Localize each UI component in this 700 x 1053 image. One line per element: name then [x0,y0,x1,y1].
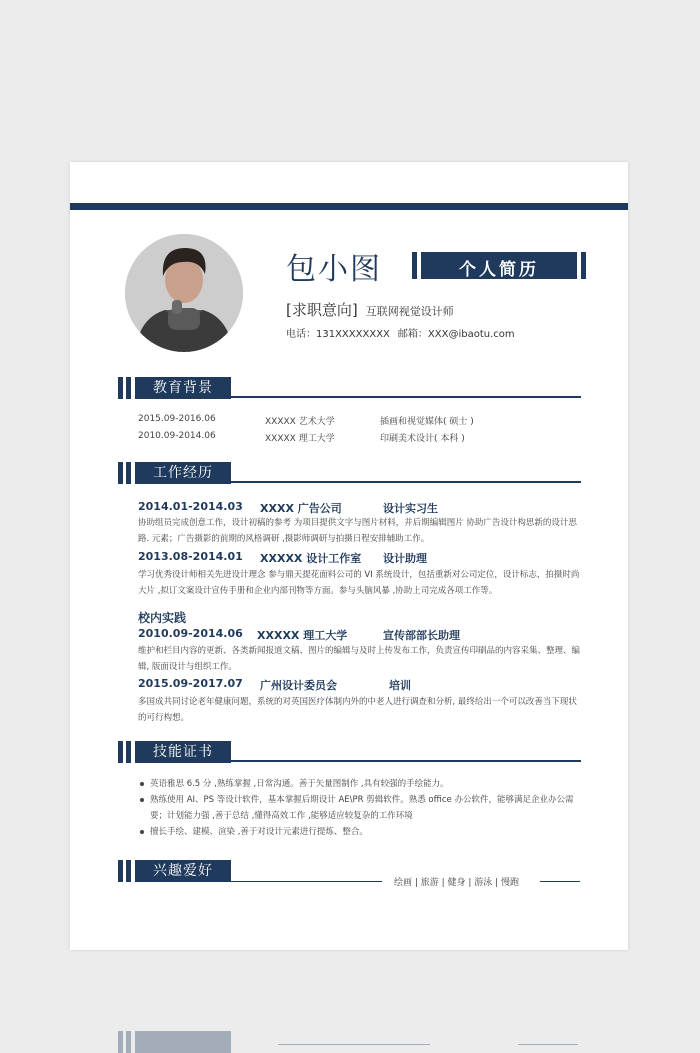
resume-title: 个人简历 [459,260,539,280]
section-skills [118,741,581,763]
candidate-name: 包小图 [286,252,382,287]
top-accent-bar [70,203,628,210]
email: 邮箱：XXX@ibaotu.com [397,329,515,340]
divider [230,881,382,882]
section-title: 工作经历 [135,462,231,484]
resume-page: 包小图 个人简历 [求职意向] 互联网视觉设计师 电话：131XXXXXXXX 邮箱：XXX@ibaotu.com 教育背景 2015.09-2016.06 XXXXX 艺术大学 插画和视觉媒体( 硕士 ) 2010.09-2014.06 XXXXX 理工大学 印刷美术设计( 本科 ) 工作经历 2014.01-2014.03 XXXX 广告公司 设计实习生 协助组员完成创意工作，设计初稿的参考 为项目提供文字与图片材料，并后期编辑图片 协助广告设计构思新的设计思路. 元素；广告摄影的前期的风格调研 ,摄影师调研与拍摄日程安排辅助工作。 2013.08-2014.01 XXXXX 设计工作室 设计助理 学习优秀设计师相关先进设计理念 参与鼎天提花面料公司的 VI 系统设计，包括重新对公司定位，设计标志，拍摄时尚大片 ,拟订文案设计宣传手册和企业内部刊物等方面。参与头脑风暴 ,协助上司完成各项工作等。 校内实践 2010.09-2014.06 XXXXX 理工大学 宣传部部长助理 维护和栏目内容的更新、各类新闻报道文稿、图片的编辑与及时上传发布工作，负责宣传印刷品的内容采集、整理、编辑, 版面设计与组织工作。 2015.09-2017.07 广州设计委员会 培训 多国成共同讨论老年健康问题，系统的对英国医疗体制内外的中老人进行调查和分析, 最终给出一个可以改善当下现状的可行构想。 技能证书 英语雅思 6.5 分 ,熟练掌握 ,日常沟通。善于矢量图制作 ,具有较强的手绘能力。 熟练使用 AI、PS 等设计软件，基本掌握后期设计 AE\PR 剪辑软件。熟悉 office 办公软件，能够满足企业办公需要；计划能力强 ,善于总结 ,懂得高效工作 ,能够适应较复杂的工作环境 擅长手绘、建模、渲染 ,善于对设计元素进行提炼、整合。 兴趣爱好 绘画 | 旅游 | 健身 | 游泳 | 慢跑 [70,162,628,950]
job-description: 协助组员完成创意工作，设计初稿的参考 为项目提供文字与图片材料，并后期编辑图片 协助广告设计构思新的设计思路. 元素；广告摄影的前期的风格调研 ,摄影师调研与拍摄日程安排辅助工作。 [138,518,577,544]
list-item: 擅长手绘、建模、渲染 ,善于对设计元素进行提炼、整合。 [138,824,588,840]
page-reflection [118,1022,588,1053]
job-description: 多国成共同讨论老年健康问题，系统的对英国医疗体制内外的中老人进行调查和分析, 最终给出一个可以改善当下现状的可行构想。 [138,697,577,723]
job-intent-value: 互联网视觉设计师 [365,305,454,318]
section-title: 技能证书 [135,741,231,763]
job-description: 维护和栏目内容的更新、各类新闻报道文稿、图片的编辑与及时上传发布工作，负责宣传印刷品的内容采集、整理、编辑, 版面设计与组织工作。 [138,646,581,672]
avatar [125,234,243,352]
contact-info [286,325,515,340]
phone: 电话：131XXXXXXXX [286,329,390,340]
section-education [118,377,581,399]
section-title: 教育背景 [135,377,231,399]
list-item: 英语雅思 6.5 分 ,熟练掌握 ,日常沟通。善于矢量图制作 ,具有较强的手绘能力。 [138,776,588,792]
job-intent [286,299,454,320]
job-description: 学习优秀设计师相关先进设计理念 参与鼎天提花面料公司的 VI 系统设计，包括重新对公司定位，设计标志，拍摄时尚大片 ,拟订文案设计宣传手册和企业内部刊物等方面。参与头脑风暴 ,协助上司完成各项工作等。 [138,570,580,596]
list-item: 熟练使用 AI、PS 等设计软件，基本掌握后期设计 AE\PR 剪辑软件。熟悉 office 办公软件，能够满足企业办公需要；计划能力强 ,善于总结 ,懂得高效工作 ,能够适应较复杂的工作环境 [138,792,588,824]
section-title: 兴趣爱好 [135,860,231,882]
campus-practice-title: 校内实践 [138,611,187,625]
resume-title-banner [412,252,586,279]
skills-list [138,776,588,840]
section-work [118,462,581,484]
divider [540,881,580,882]
hobbies-list: 绘画 | 旅游 | 健身 | 游泳 | 慢跑 [394,878,520,888]
job-intent-label: [求职意向] [286,301,358,319]
section-hobbies [118,860,238,882]
